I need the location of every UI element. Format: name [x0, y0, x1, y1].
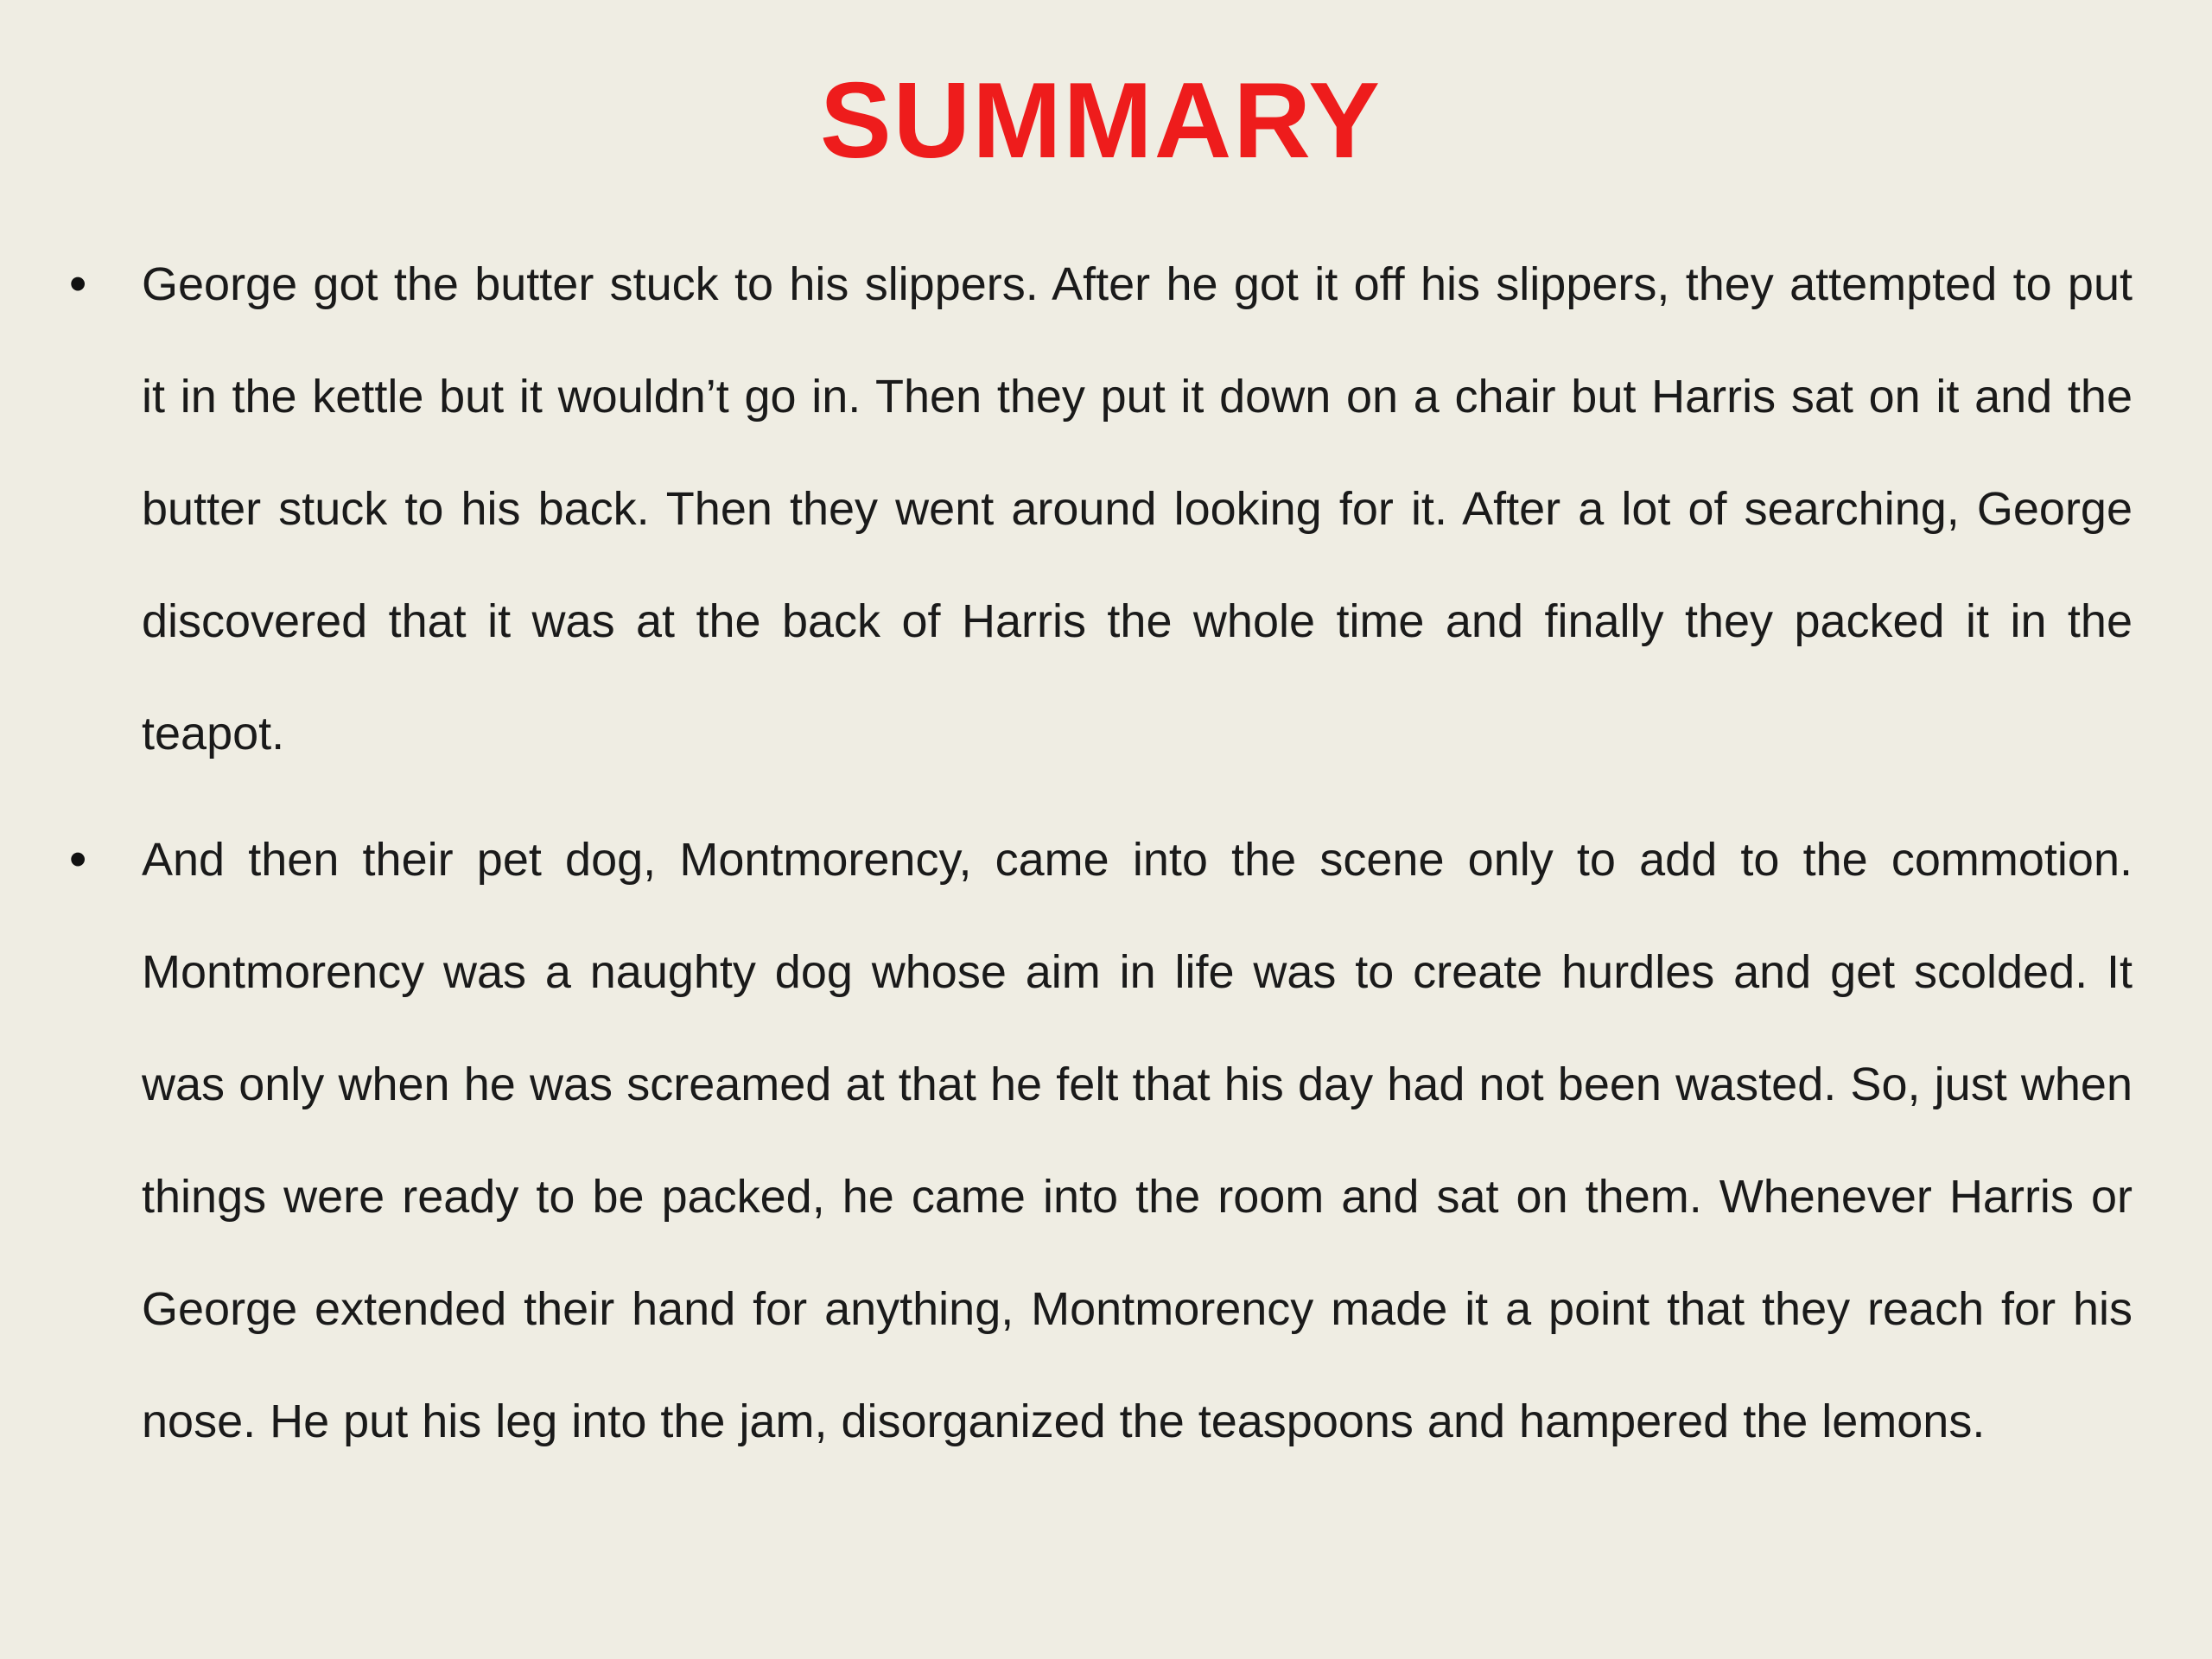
bullet-list — [69, 228, 2133, 1478]
bullet-text-1: George got the butter stuck to his slippers. After he got it off his slippers, they attempted to put it in the kettle but it wouldn’t go in. Then they put it down on a chair but Harris sat on it and the butter stuck to his back. Then they went around looking for it. After a lot of searching, George discovered that it was at the back of Harris the whole time and finally they packed it in the teapot. — [142, 258, 2133, 760]
bullet-item-1 — [69, 228, 2133, 790]
bullet-item-2 — [69, 804, 2133, 1478]
bullet-text-2: And then their pet dog, Montmorency, came into the scene only to add to the commotion. Montmorency was a naughty dog whose aim in life was to create hurdles and get scolded. It was only when he was screamed at that he felt that his day had not been wasted. So, just when things were ready to be packed, he came into the room and sat on them. Whenever Harris or George extended their hand for anything, Montmorency made it a point that they reach for his nose. He put his leg into the jam, disorganized the teaspoons and hampered the lemons. — [142, 834, 2133, 1447]
bullet-icon: • — [69, 831, 87, 887]
slide-title: SUMMARY — [819, 61, 1382, 181]
bullet-icon: • — [69, 256, 87, 312]
